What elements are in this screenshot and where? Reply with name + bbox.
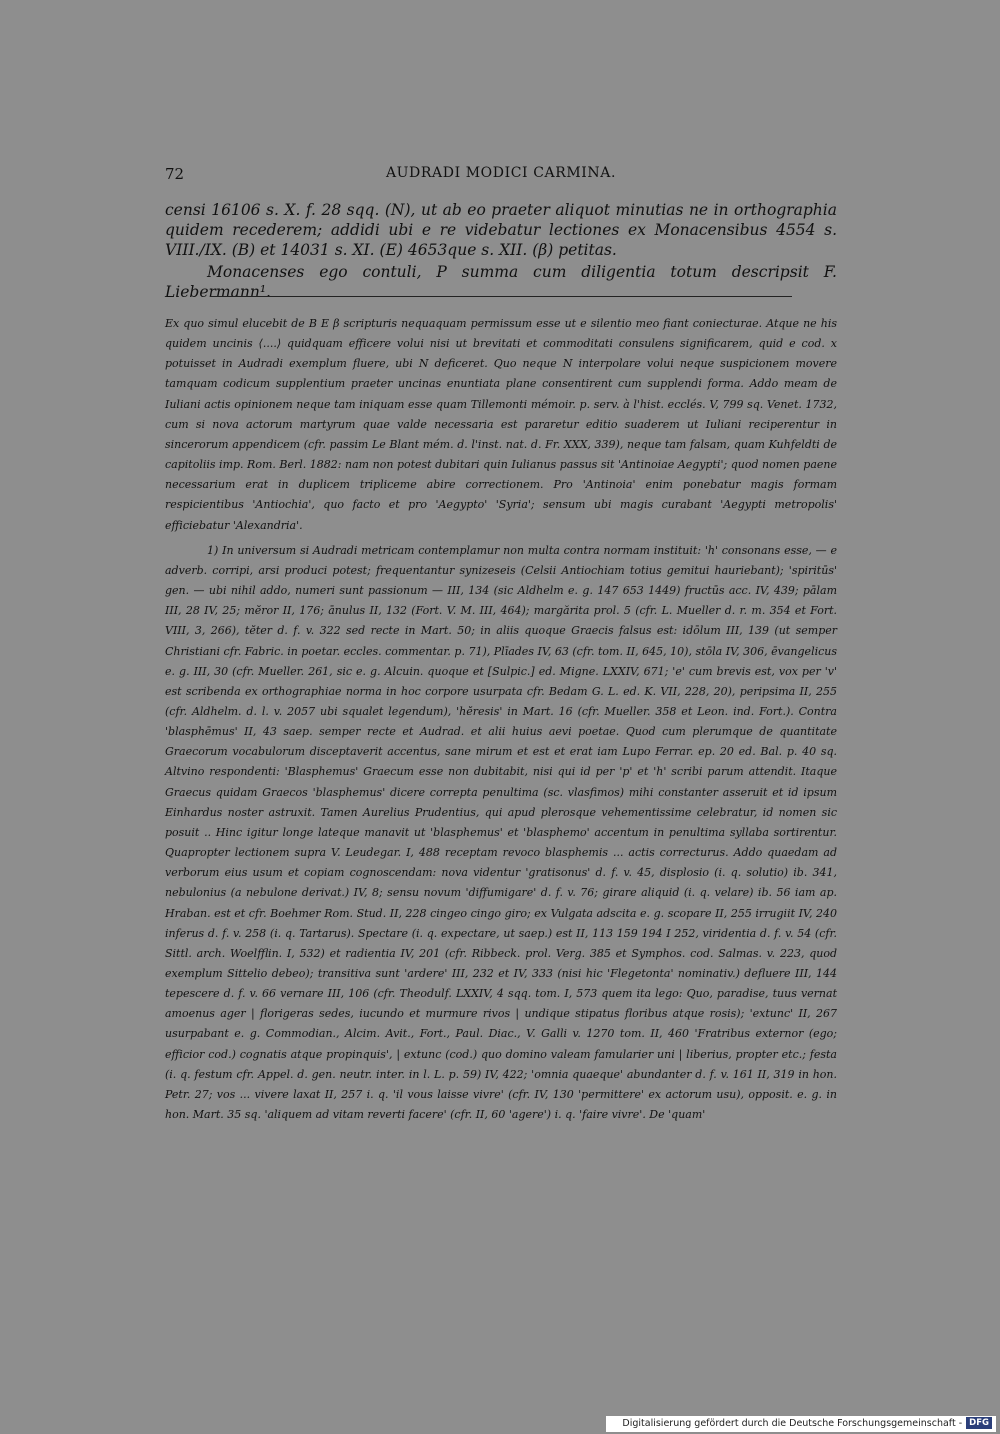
page-number: 72 [165,165,185,183]
running-title: AUDRADI MODICI CARMINA. [385,165,617,181]
footnote-continuation: Ex quo simul elucebit de B E β scripturis nequaquam permissum esse ut e silentio meo fiant coniecturae. Atque ne his quidem uncinis ⟨....⟩ quidquam efficere volui nisi ut brevitati et commoditati consulens significarem, quid e cod. x potuisset in Audradi exemplum fluere, ubi N deficeret. Quo neque N interpolare volui neque suspicionem movere tamquam codicum supplentium praeter uncinas enuntiata plane consentirent cum supplendi forma. Addo meam de Iuliani actis opinionem neque tam iniquam esse quam Tillemonti mémoir. p. serv. à l'hist. ecclés. V, 799 sq. Venet. 1732, cum si nova actorum martyrum quae valde necessaria est pararetur editio suaderem ut Iuliani reciperentur in sincerorum appendicem (cfr. passim Le Blant mém. d. l'inst. nat. d. Fr. XXX, 339), neque tam falsam, quam Kuhfeldti de capitoliis imp. Rom. Berl. 1882: nam non potest dubitari quin Iulianus passus sit 'Antinoiae Aegypti'; quod nomen paene necessarium erat in duplicem tripliceme abire correctionem. Pro 'Antinoia' enim ponebatur magis formam respicientibus 'Antiochia', quo facto et pro 'Aegypto' 'Syria'; sensum ubi magis curabant 'Aegypti metropolis' efficiebatur 'Alexandria'. [165,317,837,532]
main-paragraph: censi 16106 s. X. f. 28 sqq. (N), ut ab eo praeter aliquot minutias ne in orthographia quidem recederem; addidi ubi e re videbatur lectiones ex Monacensibus 4554 s. VIII./IX. (B) et 14031 s. XI. (E) 4653que s. XII. (β) petitas. [165,201,837,259]
footnote-separator [210,296,792,297]
footnotes [165,314,837,1125]
digitization-credit [606,1416,996,1432]
footnote-1: 1) In universum si Audradi metricam contemplamur non multa contra normam instituit: 'h' consonans esse, — e adverb. corripi, arsi produci potest; frequentantur synizeseis (Celsii Antiochiam totius gemitui hauriebant); 'spiritūs' gen. — ubi nihil addo, numeri sunt passionum — III, 134 (sic Aldhelm e. g. 147 653 1449) fructūs acc. IV, 439; pālam III, 28 IV, 25; mĕror II, 176; ānulus II, 132 (Fort. V. M. III, 464); margărita prol. 5 (cfr. L. Mueller d. r. m. 354 et Fort. VIII, 3, 266), tĕter d. f. v. 322 sed recte in Mart. 50; in aliis quoque Graecis falsus est: idōlum III, 139 (ut semper Christiani cfr. Fabric. in poetar. eccles. commentar. p. 71), Plīades IV, 63 (cfr. tom. II, 645, 10), stōla IV, 306, ēvangelicus e. g. III, 30 (cfr. Mueller. 261, sic e. g. Alcuin. quoque et [Sulpic.] ed. Migne. LXXIV, 671; 'e' cum brevis est, vox per 'v' est scribenda ex orthographiae norma in hoc corpore usurpata cfr. Bedam G. L. ed. K. VII, 228, 20), peripsima II, 255 (cfr. Aldhelm. d. l. v. 2057 ubi squalet legendum), 'hĕresis' in Mart. 16 (cfr. Mueller. 358 et Leon. ind. Fort.). Contra 'blasphēmus' II, 43 saep. semper recte et Audrad. et alii huius aevi poetae. Quod cum plerumque de quantitate Graecorum vocabulorum disceptaverit accentus, sane mirum et est et erat iam Lupo Ferrar. ep. 20 ed. Bal. p. 40 sq. Altvino respondenti: 'Blasphemus' Graecum esse non dubitabit, nisi qui id per 'p' et 'h' scribi parum attendit. Itaque Graecus quidam Graecos 'blasphemus' dicere correpta penultima (sc. vlasfimos) mihi constanter asseruit et id ipsum Einhardus noster astruxit. Tamen Aurelius Prudentius, qui apud plerosque vehementissime celebratur, id nomen sic posuit .. Hinc igitur longe lateque manavit ut 'blasphemus' et 'blasphemo' accentum in penultima syllaba sortirentur. Quapropter lectionem supra V. Leudegar. I, 488 receptam revoco blasphemis ... actis correcturus. Addo quaedam ad verborum eius usum et copiam cognoscendam: nova videntur 'gratisonus' d. f. v. 45, displosio (i. q. solutio) ib. 341, nebulonius (a nebulone derivat.) IV, 8; sensu novum 'diffumigare' d. f. v. 76; girare aliquid (i. q. velare) ib. 56 iam ap. Hraban. est et cfr. Boehmer Rom. Stud. II, 228 cingeo cingo giro; ex Vulgata adscita e. g. scopare II, 255 irrugiit IV, 240 inferus d. f. v. 258 (i. q. Tartarus). Spectare (i. q. expectare, ut saep.) est II, 113 159 194 I 252, viridentia d. f. v. 54 (cfr. Sittl. arch. Woelfflin. I, 532) et radientia IV, 201 (cfr. Ribbeck. prol. Verg. 385 et Symphos. cod. Salmas. v. 223, quod exemplum Sittelio debeo); transitiva sunt 'ardere' III, 232 et IV, 333 (nisi hic 'Flegetonta' nominativ.) defluere III, 144 tepescere d. f. v. 66 vernare III, 106 (cfr. Theodulf. LXXIV, 4 sqq. tom. I, 573 quem ita lego: Quo, paradise, tuus vernat amoenus ager | florigeras sedes, iucundo et murmure rivos | undique stipatus floribus atque rosis); 'extunc' II, 267 usurpabant e. g. Commodian., Alcim. Avit., Fort., Paul. Diac., V. Galli v. 1270 tom. II, 460 'Fratribus externor (ego; efficior cod.) cognatis atque propinquis', | extunc (cod.) quo domino valeam famularier uni | liberius, propter etc.; festa (i. q. festum cfr. Appel. d. gen. neutr. inter. in l. L. p. 59) IV, 422; 'omnia quaeque' abundanter d. f. v. 161 II, 319 in hon. Petr. 27; vos ... vivere laxat II, 257 i. q. 'il vous laisse vivre' (cfr. IV, 130 'permittere' ex actorum usu), opposit. e. g. in hon. Mart. 35 sq. 'aliquem ad vitam reverti facere' (cfr. II, 60 'agere') i. q. 'faire vivre'. De 'quam' [165,543,837,1122]
page-header [165,165,837,187]
main-paragraph: Monacenses ego contuli, P summa cum diligentia totum descripsit F. Liebermann¹. [165,263,837,301]
dfg-logo: DFG [966,1417,992,1429]
main-text [165,200,837,302]
credit-text: Digitalisierung gefördert durch die Deutsche Forschungsgemeinschaft - [622,1418,963,1429]
